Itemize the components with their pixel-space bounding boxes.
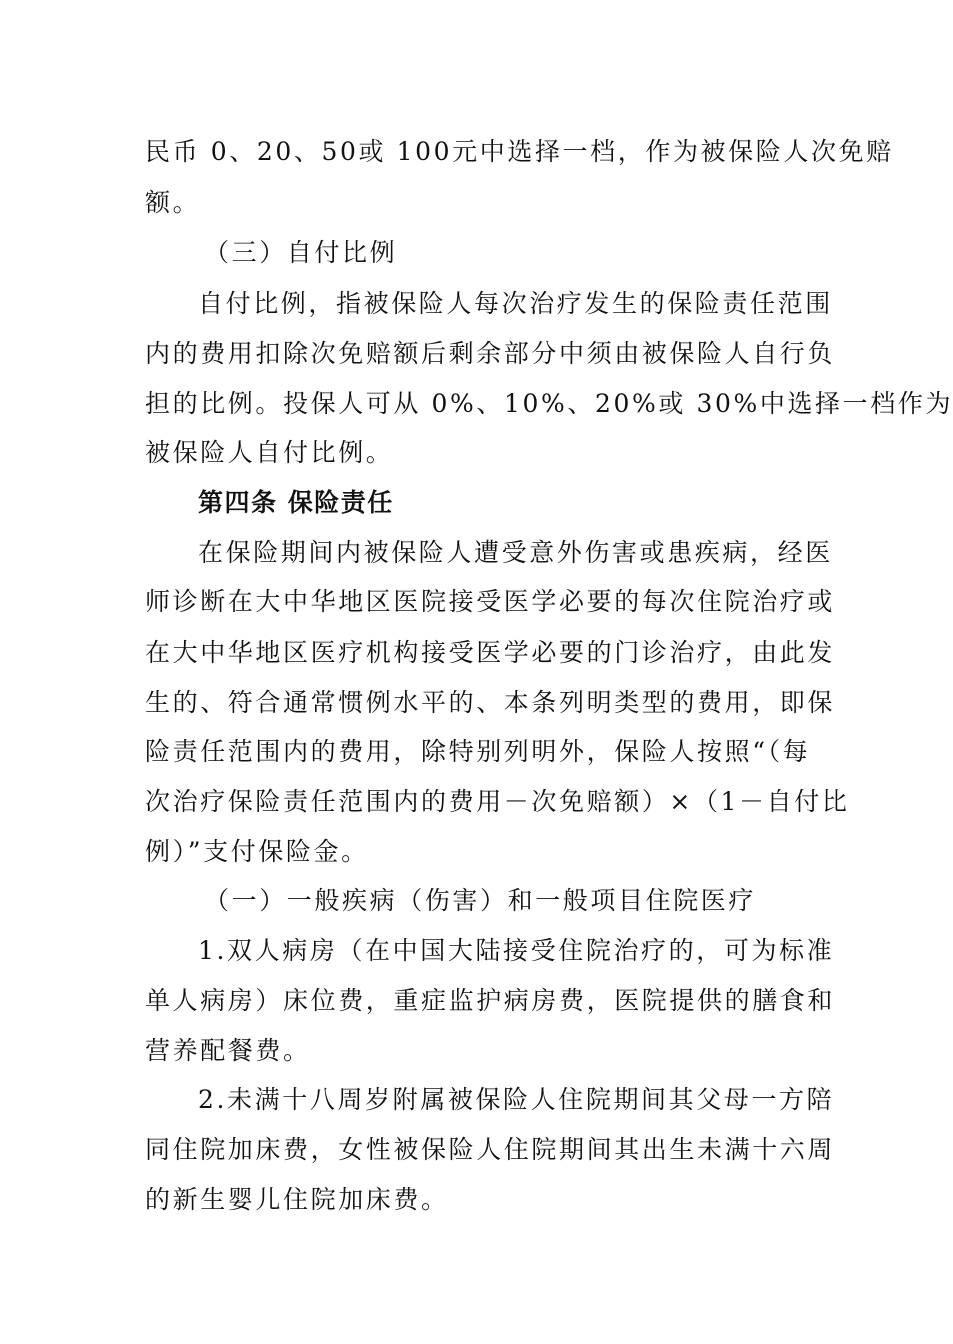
paragraph-line: 险责任范围内的费用，除特别列明外，保险人按照“（每 [145, 737, 811, 766]
paragraph-line: 师诊断在大中华地区医院接受医学必要的每次住院治疗或 [145, 587, 836, 616]
text-line: 民币 0、20、50或 100元中选择一档，作为被保险人次免赔 [145, 137, 894, 166]
article-heading: 第四条 保险责任 [198, 488, 394, 517]
text-line: 额。 [145, 188, 201, 217]
section-subheading: （三）自付比例 [204, 238, 398, 267]
list-item-line: 同住院加床费，女性被保险人住院期间其出生未满十六周 [145, 1135, 836, 1164]
paragraph-line: 例）”支付保险金。 [145, 837, 369, 866]
paragraph-line: 在保险期间内被保险人遭受意外伤害或患疾病，经医 [198, 538, 833, 567]
paragraph-line: 内的费用扣除次免赔额后剩余部分中须由被保险人自行负 [145, 339, 836, 368]
paragraph-line: 次治疗保险责任范围内的费用－次免赔额）×（1－自付比 [145, 787, 850, 816]
paragraph-line: 在大中华地区医疗机构接受医学必要的门诊治疗，由此发 [145, 638, 836, 667]
list-item-line: 单人病房）床位费，重症监护病房费，医院提供的膳食和 [145, 986, 836, 1015]
list-item-line: 营养配餐费。 [145, 1036, 311, 1065]
list-item-line: 2.未满十八周岁附属被保险人住院期间其父母一方陪 [198, 1085, 835, 1114]
paragraph-line: 生的、符合通常惯例水平的、本条列明类型的费用，即保 [145, 688, 836, 717]
paragraph-line: 担的比例。投保人可从 0%、10%、20%或 30%中选择一档作为 [145, 389, 953, 418]
list-item-line: 1.双人病房（在中国大陆接受住院治疗的，可为标准 [198, 936, 835, 965]
section-subheading: （一）一般疾病（伤害）和一般项目住院医疗 [204, 886, 757, 915]
paragraph-line: 被保险人自付比例。 [145, 438, 394, 467]
list-item-line: 的新生婴儿住院加床费。 [145, 1185, 449, 1214]
paragraph-line: 自付比例，指被保险人每次治疗发生的保险责任范围 [198, 289, 833, 318]
